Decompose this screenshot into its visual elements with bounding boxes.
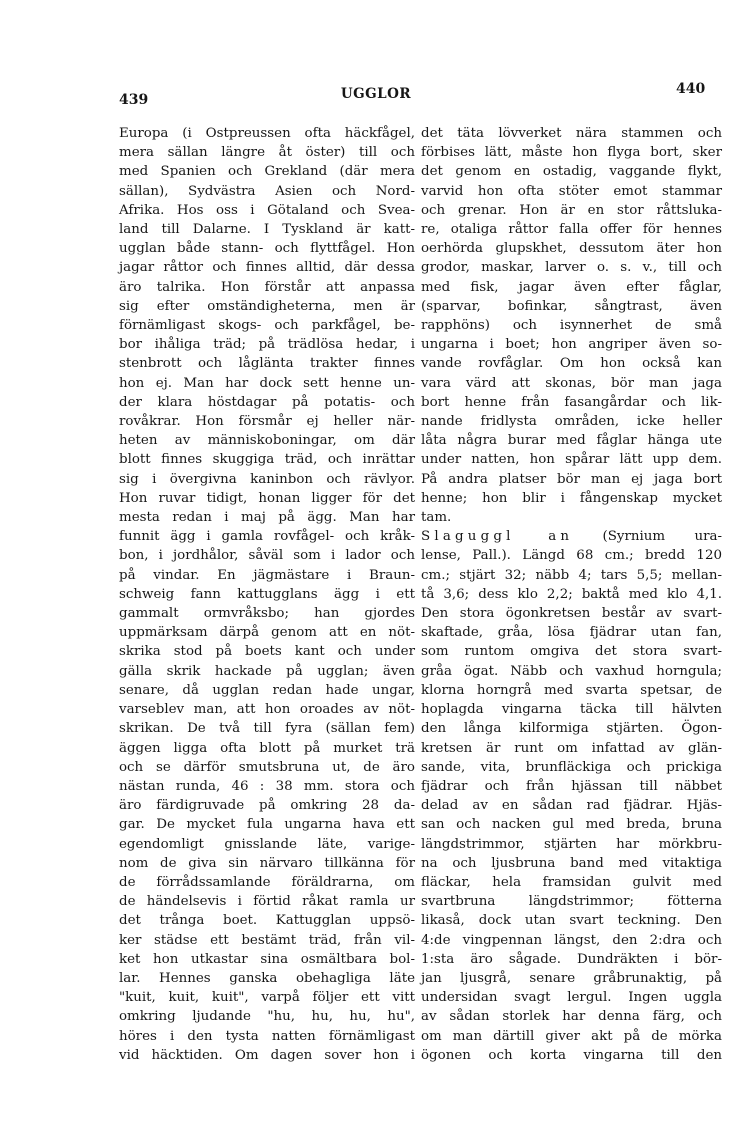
text-line: förbises lätt, måste hon flyga bort, sker xyxy=(421,145,722,161)
text-line: nom de giva sin närvaro tillkänna för xyxy=(119,855,415,871)
text-line: gälla skrik hackade på ugglan; även xyxy=(119,663,415,679)
text-line: ugglan både stann- och flyttfågel. Hon xyxy=(119,241,415,257)
running-title: UGGLOR xyxy=(340,86,412,102)
text-line: Den stora ögonkretsen består av svart- xyxy=(421,606,722,622)
text-line: svartbruna längdstrimmor; fötterna xyxy=(421,894,722,910)
text-line: kretsen är runt om infattad av glän- xyxy=(421,740,722,756)
text-line: rovåkrar. Hon försmår ej heller när- xyxy=(119,414,415,430)
text-line: det täta lövverket nära stammen och xyxy=(421,126,722,141)
text-line: der klara höstdagar på potatis- och xyxy=(119,394,415,410)
text-line: fläckar, hela framsidan gulvit med xyxy=(421,874,722,890)
text-line: tå 3,6; dess klo 2,2; baktå med klo 4,1. xyxy=(421,586,722,602)
text-line: skaftade, gråa, lösa fjädrar utan fan, xyxy=(421,625,722,641)
text-line: jan ljusgrå, senare gråbrunaktig, på xyxy=(421,970,722,986)
text-line: henne; hon blir i fångenskap mycket xyxy=(421,490,722,506)
text-line: låta några burar med fåglar hänga ute xyxy=(421,433,722,449)
text-line: lense, Pall.). Längd 68 cm.; bredd 120 xyxy=(421,548,722,564)
text-line: undersidan svagt lergul. Ingen uggla xyxy=(421,990,722,1006)
text-line: vid häcktiden. Om dagen sover hon i xyxy=(119,1047,415,1063)
text-line: Hon ruvar tidigt, honan ligger för det xyxy=(119,490,415,506)
text-line: hoplagda vingarna täcka till hälvten xyxy=(421,702,722,718)
text-line: ungarna i boet; hon angriper även so- xyxy=(421,337,722,353)
text-line: lar. Hennes ganska obehagliga läte xyxy=(119,970,415,986)
text-line: fjädrar och från hjässan till näbbet xyxy=(421,778,722,794)
text-line: under natten, hon spårar lätt upp dem. xyxy=(421,452,722,468)
text-line: (sparvar, bofinkar, sångtrast, även xyxy=(421,298,722,314)
text-line: re, otaliga råttor falla offer för hennes xyxy=(421,222,722,238)
text-line: na och ljusbruna band med vitaktiga xyxy=(421,855,722,871)
species-latin-name: (Syrnium ura- xyxy=(573,529,722,545)
text-line: funnit ägg i gamla rovfågel- och kråk- xyxy=(119,529,415,545)
page-number-right: 440 xyxy=(676,81,706,97)
text-line: mesta redan i maj på ägg. Man har xyxy=(119,510,415,526)
species-name: Slaguggl an xyxy=(421,529,574,545)
text-line: uppmärksam därpå genom att en nöt- xyxy=(119,625,415,641)
text-line: och se därför smutsbruna ut, de äro xyxy=(119,759,415,775)
text-line: gammalt ormvråksbo; han gjordes xyxy=(119,606,415,622)
text-line: skrikan. De två till fyra (sällan fem) xyxy=(119,721,415,737)
text-line: de förrådssamlande föräldrarna, om xyxy=(119,874,415,890)
text-line: bort henne från fasangårdar och lik- xyxy=(421,394,722,410)
text-line: bon, i jordhålor, såväl som i lador och xyxy=(119,548,415,564)
text-line: varvid hon ofta stöter emot stammar xyxy=(421,183,722,199)
text-line: längdstrimmor, stjärten har mörkbru- xyxy=(421,836,722,852)
text-line: mera sällan längre åt öster) till och xyxy=(119,145,415,161)
text-line: omkring ljudande "hu, hu, hu, hu", xyxy=(119,1009,415,1025)
text-line: schweig fann kattugglans ägg i ett xyxy=(119,586,415,602)
text-line: sig i övergivna kaninbon och rävlyor. xyxy=(119,471,415,487)
text-line: bor ihåliga träd; på trädlösa hedar, i xyxy=(119,337,415,353)
text-line: oerhörda glupskhet, dessutom äter hon xyxy=(421,241,722,257)
text-line: äggen ligga ofta blott på murket trä xyxy=(119,740,415,756)
text-line: den långa kilformiga stjärten. Ögon- xyxy=(421,721,722,737)
text-line: sande, vita, brunfläckiga och prickiga xyxy=(421,759,722,775)
text-line: om man därtill giver akt på de mörka xyxy=(421,1028,722,1044)
text-line: med Spanien och Grekland (där mera xyxy=(119,164,415,180)
text-line: senare, då ugglan redan hade ungar, xyxy=(119,682,415,698)
text-line: nande fridlysta områden, icke heller xyxy=(421,414,722,430)
text-line: Europa (i Ostpreussen ofta häckfågel, xyxy=(119,126,415,141)
right-text-column xyxy=(421,124,722,1065)
text-line: heten av människoboningar, om där xyxy=(119,433,415,449)
text-line: äro talrika. Hon förstår att anpassa xyxy=(119,279,415,295)
text-line: på vindar. En jägmästare i Braun- xyxy=(119,567,415,583)
text-line: ket hon utkastar sina osmältbara bol- xyxy=(119,951,415,967)
page-number-left: 439 xyxy=(119,92,149,108)
text-line: ker städse ett bestämt träd, från vil- xyxy=(119,932,415,948)
text-line: skrika stod på boets kant och under xyxy=(119,644,415,660)
text-line: det trånga boet. Kattugglan uppsö- xyxy=(119,913,415,929)
text-line: tam. xyxy=(421,510,452,526)
text-line: sig efter omständigheterna, men är xyxy=(119,298,415,314)
text-line: blott finnes skuggiga träd, och inrättar xyxy=(119,452,415,468)
text-line: stenbrott och låglänta trakter finnes xyxy=(119,356,415,372)
text-line: delad av en sådan rad fjädrar. Hjäs- xyxy=(421,798,722,814)
text-line: med fisk, jagar även efter fåglar, xyxy=(421,279,722,295)
text-line: egendomligt gnisslande läte, varige- xyxy=(119,836,415,852)
text-line: vara värd att skonas, bör man jaga xyxy=(421,375,722,391)
text-line xyxy=(421,527,722,546)
text-line: av sådan storlek har denna färg, och xyxy=(421,1009,722,1025)
text-line: grodor, maskar, larver o. s. v., till och xyxy=(421,260,722,276)
text-line: sällan), Sydvästra Asien och Nord- xyxy=(119,183,415,199)
text-line: och grenar. Hon är en stor råttsluka- xyxy=(421,202,722,218)
text-line: förnämligast skogs- och parkfågel, be- xyxy=(119,318,415,334)
text-line: gar. De mycket fula ungarna hava ett xyxy=(119,817,415,833)
text-line: gråa ögat. Näbb och vaxhud horngula; xyxy=(421,663,722,679)
text-line: land till Dalarne. I Tyskland är katt- xyxy=(119,222,415,238)
text-line: 1:sta äro sågade. Dundräkten i bör- xyxy=(421,951,722,967)
text-line: höres i den tysta natten förnämligast xyxy=(119,1028,415,1044)
text-line: rapphöns) och isynnerhet de små xyxy=(421,318,722,334)
left-text-column xyxy=(119,124,415,1065)
text-line: klorna horngrå med svarta spetsar, de xyxy=(421,682,722,698)
text-line: "kuit, kuit, kuit", varpå följer ett vitt xyxy=(119,990,415,1006)
text-line: nästan runda, 46 : 38 mm. stora och xyxy=(119,778,415,794)
text-line: likaså, dock utan svart teckning. Den xyxy=(421,913,722,929)
text-line: san och nacken gul med breda, bruna xyxy=(421,817,722,833)
text-line: det genom en ostadig, vaggande flykt, xyxy=(421,164,722,180)
text-line: vande rovfåglar. Om hon också kan xyxy=(421,356,722,372)
text-line: 4:de vingpennan längst, den 2:dra och xyxy=(421,932,722,948)
text-line: de händelsevis i förtid råkat ramla ur xyxy=(119,894,415,910)
text-line: ögonen och korta vingarna till den xyxy=(421,1047,722,1063)
text-line: jagar råttor och finnes alltid, där dessa xyxy=(119,260,415,276)
text-line: På andra platser bör man ej jaga bort xyxy=(421,471,722,487)
text-line: varseblev man, att hon oroades av nöt- xyxy=(119,702,415,718)
text-line: cm.; stjärt 32; näbb 4; tars 5,5; mellan- xyxy=(421,567,722,583)
text-line: som runtom omgiva det stora svart- xyxy=(421,644,722,660)
text-line: Afrika. Hos oss i Götaland och Svea- xyxy=(119,202,415,218)
text-line: äro färdigruvade på omkring 28 da- xyxy=(119,798,415,814)
text-line: hon ej. Man har dock sett henne un- xyxy=(119,375,415,391)
